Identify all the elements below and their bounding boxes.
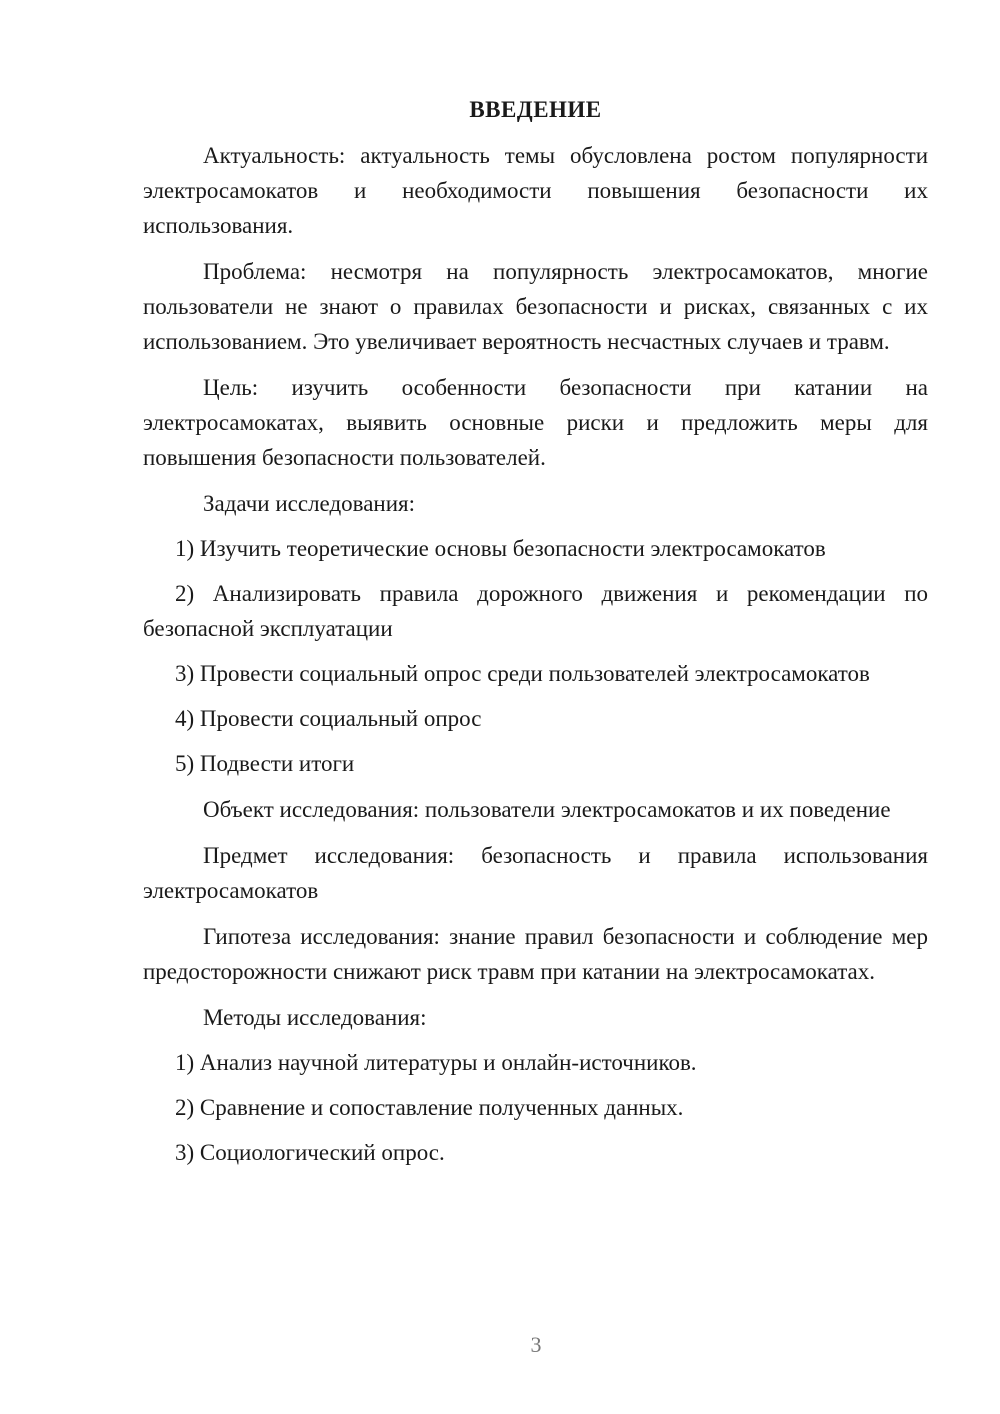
methods-heading: Методы исследования: [203,1005,427,1030]
paragraph-goal: Цель: изучить особенности безопасности при катании на электросамокатах, выявить основные риски и предложить меры для повышения безопасности пользователей. [143,375,928,470]
method-item-3: 3) Социологический опрос. [175,1140,445,1165]
paragraph-hypothesis: Гипотеза исследования: знание правил безопасности и соблюдение мер предосторожности снижают риск травм при катании на электросамокатах. [143,924,928,984]
section-title: ВВЕДЕНИЕ [469,97,602,122]
page-content [143,94,928,1170]
method-item-2: 2) Сравнение и сопоставление полученных данных. [175,1095,684,1120]
task-item-3: 3) Провести социальный опрос среди пользователей электросамокатов [175,661,870,686]
task-item-5: 5) Подвести итоги [175,751,355,776]
task-item-4: 4) Провести социальный опрос [175,706,482,731]
paragraph-problem: Проблема: несмотря на популярность электросамокатов, многие пользователи не знают о правилах безопасности и рисках, связанных с их использованием. Это увеличивает вероятность несчастных случаев и травм. [143,259,928,354]
paragraph-object: Объект исследования: пользователи электросамокатов и их поведение [203,797,891,822]
method-item-1: 1) Анализ научной литературы и онлайн-источников. [175,1050,697,1075]
paragraph-subject: Предмет исследования: безопасность и правила использования электросамокатов [143,843,928,903]
tasks-heading: Задачи исследования: [203,491,416,516]
task-item-2: 2) Анализировать правила дорожного движения и рекомендации по безопасной эксплуатации [143,581,928,641]
page-number: 3 [530,1332,542,1357]
paragraph-relevance: Актуальность: актуальность темы обусловлена ростом популярности электросамокатов и необходимости повышения безопасности их использования. [143,143,928,238]
task-item-1: 1) Изучить теоретические основы безопасности электросамокатов [175,536,826,561]
